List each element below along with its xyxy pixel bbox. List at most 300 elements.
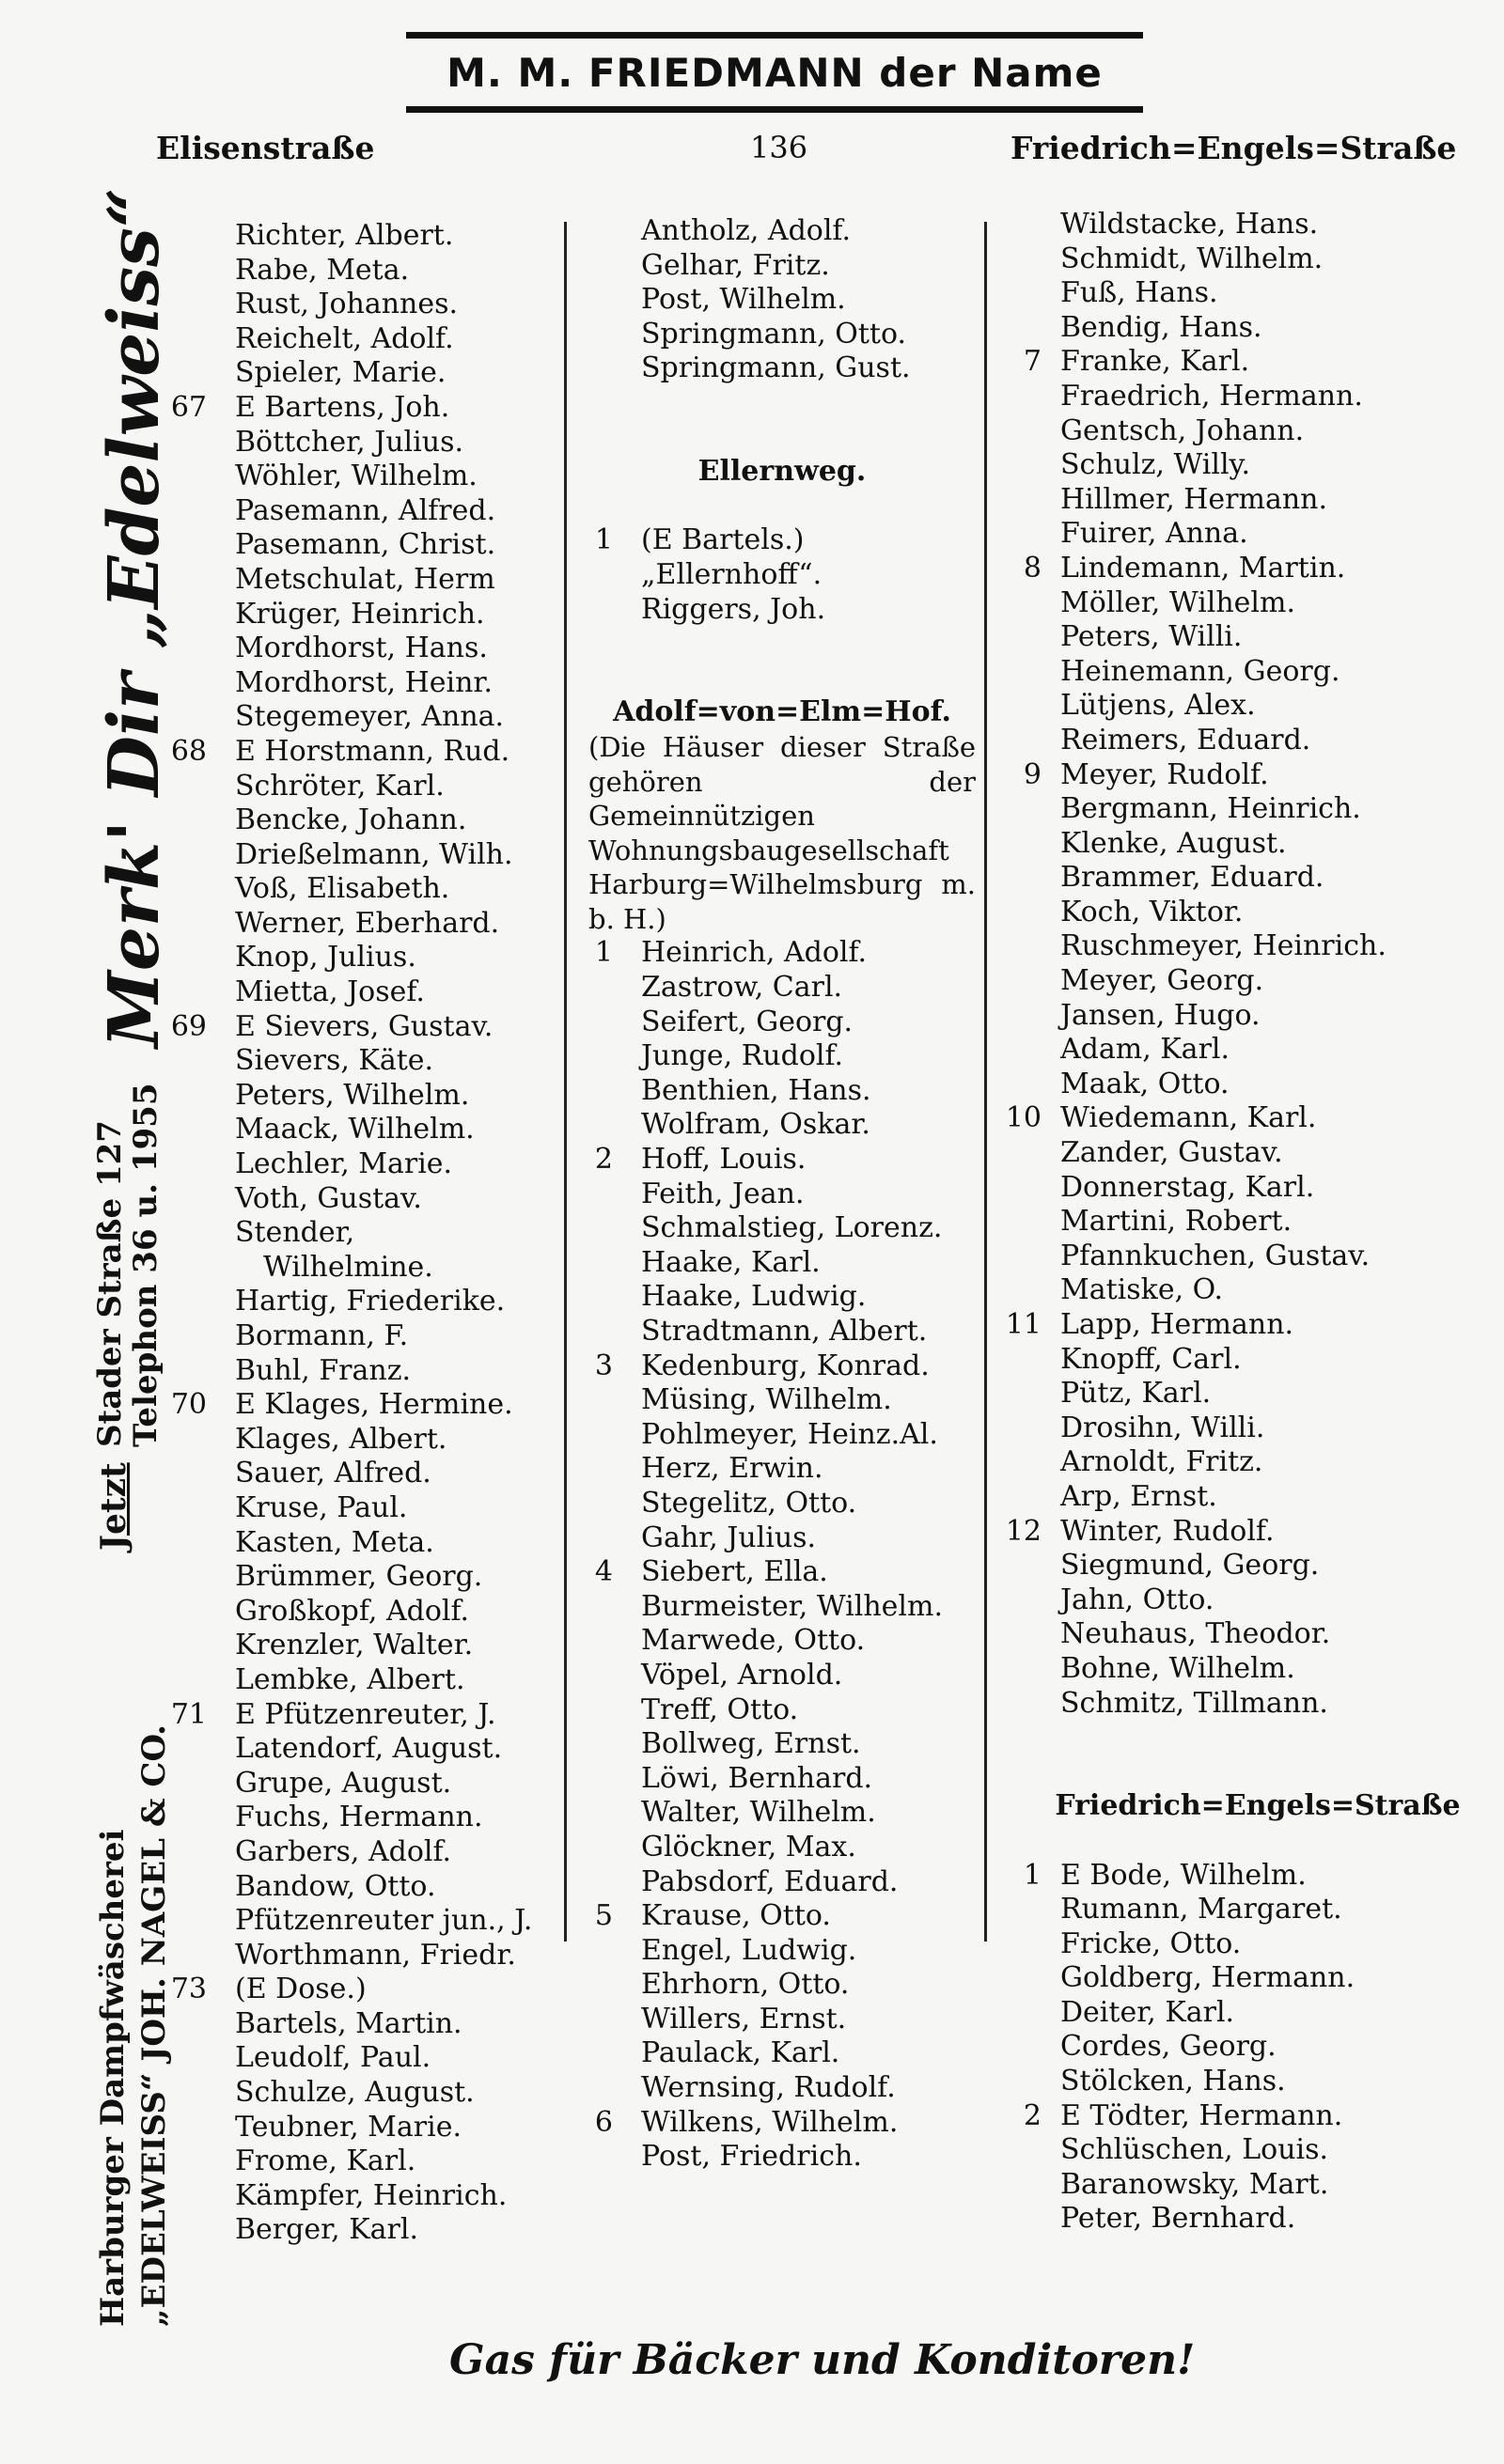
resident-entry	[160, 1010, 555, 1045]
resident-entry	[585, 1624, 979, 1659]
resident-entry	[1023, 1617, 1493, 1652]
resident-entry	[1023, 827, 1493, 862]
house-number: 11	[1005, 1308, 1042, 1341]
resident-entry	[585, 1006, 979, 1040]
resident-name: Maack, Wilhelm.	[235, 1113, 475, 1146]
resident-name: Teubner, Marie.	[235, 2110, 462, 2144]
house-number: 69	[170, 1009, 207, 1043]
resident-name: Berger, Karl.	[235, 2213, 418, 2247]
resident-name: „Ellernhoff“.	[641, 557, 822, 591]
resident-entry	[585, 1108, 979, 1143]
resident-entry	[160, 975, 555, 1010]
resident-name: Brammer, Eduard.	[1060, 861, 1324, 895]
resident-entry	[160, 1182, 555, 1217]
resident-name: Spieler, Marie.	[235, 356, 446, 390]
resident-entry	[585, 1315, 979, 1349]
resident-entry	[1023, 1480, 1493, 1515]
page-number: 136	[750, 130, 808, 165]
resident-entry	[160, 1491, 555, 1526]
resident-name: Wildstacke, Hans.	[1060, 208, 1319, 241]
side-ad-zetzt: Jetzt	[94, 1462, 133, 1551]
resident-entry	[160, 1560, 555, 1595]
resident-entry	[1023, 242, 1493, 277]
resident-entry	[160, 254, 555, 289]
resident-name: Gahr, Julius.	[641, 1521, 817, 1554]
resident-entry	[585, 2003, 979, 2037]
resident-entry	[585, 1143, 979, 1177]
resident-name: Siegmund, Georg.	[1060, 1549, 1320, 1583]
resident-entry	[1023, 896, 1493, 930]
spacer	[585, 421, 979, 456]
resident-name: Böttcher, Julius.	[235, 425, 464, 459]
resident-entry	[160, 322, 555, 357]
resident-name: E Pfützenreuter, J.	[235, 1697, 496, 1731]
resident-name: Buhl, Franz.	[235, 1353, 412, 1387]
resident-entry	[160, 872, 555, 907]
resident-entry	[160, 1423, 555, 1458]
resident-name: Mordhorst, Hans.	[235, 632, 488, 665]
resident-name: Pohlmeyer, Heinz.Al.	[641, 1417, 938, 1451]
resident-entry	[160, 528, 555, 563]
resident-entry	[160, 1870, 555, 1905]
resident-name: E Bartens, Joh.	[235, 390, 450, 424]
resident-entry	[1023, 448, 1493, 483]
resident-name: Grupe, August.	[235, 1766, 452, 1800]
resident-name: Wolfram, Oskar.	[641, 1108, 870, 1142]
resident-name: Lindemann, Martin.	[1060, 551, 1346, 585]
resident-entry	[585, 1246, 979, 1281]
resident-entry	[160, 1044, 555, 1079]
resident-entry	[160, 735, 555, 770]
running-head-right: Friedrich=Engels=Straße	[1010, 130, 1457, 166]
resident-entry	[1023, 1652, 1493, 1687]
resident-name: Stölcken, Hans.	[1060, 2065, 1286, 2098]
resident-entry	[1023, 2168, 1493, 2203]
spacer	[585, 627, 979, 662]
resident-entry	[1023, 311, 1493, 346]
resident-name: Hoff, Louis.	[641, 1143, 807, 1177]
resident-name: Arnoldt, Fritz.	[1060, 1445, 1263, 1479]
resident-entry	[160, 803, 555, 838]
resident-entry	[160, 1526, 555, 1561]
resident-entry	[160, 1732, 555, 1767]
resident-entry	[585, 1762, 979, 1797]
resident-entry	[585, 1418, 979, 1453]
resident-name: Wiedemann, Karl.	[1060, 1101, 1317, 1135]
resident-entry	[1023, 2202, 1493, 2237]
side-ad-motto: Merk' Dir „Edelweiss“	[94, 187, 175, 1048]
resident-name: Möller, Wilhelm.	[1060, 585, 1295, 619]
resident-entry	[585, 1487, 979, 1521]
side-ad-company-line1: Harburger Dampfwäscherei	[94, 1829, 132, 2327]
resident-entry	[585, 1280, 979, 1315]
resident-entry	[160, 288, 555, 322]
resident-name: Ehrhorn, Otto.	[641, 1968, 850, 2002]
resident-name: Richter, Albert.	[235, 219, 454, 252]
house-number: 8	[1023, 551, 1042, 585]
resident-entry	[1023, 1927, 1493, 1962]
resident-name: Klages, Albert.	[235, 1422, 447, 1456]
resident-entry	[585, 558, 979, 593]
resident-entry	[1023, 1687, 1493, 1722]
resident-entry	[160, 1835, 555, 1870]
resident-name: Zastrow, Carl.	[641, 971, 843, 1005]
resident-entry	[585, 1521, 979, 1556]
resident-name: Stegelitz, Otto.	[641, 1486, 857, 1520]
resident-entry	[1023, 1068, 1493, 1102]
resident-entry	[1023, 1411, 1493, 1446]
resident-entry	[585, 2071, 979, 2106]
resident-entry	[160, 838, 555, 873]
resident-name: Benthien, Hans.	[641, 1073, 871, 1107]
resident-entry	[160, 1595, 555, 1630]
resident-name: Kedenburg, Konrad.	[641, 1349, 930, 1382]
resident-entry	[585, 1831, 979, 1865]
resident-entry	[160, 1147, 555, 1182]
resident-entry	[1023, 2133, 1493, 2168]
column-2	[585, 214, 979, 2175]
resident-entry	[1023, 1859, 1493, 1894]
resident-name: Frome, Karl.	[235, 2144, 416, 2178]
resident-entry	[160, 1767, 555, 1801]
resident-entry	[160, 666, 555, 701]
resident-name: Paulack, Karl.	[641, 2036, 840, 2070]
resident-name: Fuß, Hans.	[1060, 276, 1218, 310]
resident-entry	[160, 2213, 555, 2248]
resident-entry	[1023, 1961, 1493, 1996]
resident-name: E Horstmann, Rud.	[235, 734, 510, 768]
resident-name: Cordes, Georg.	[1060, 2030, 1277, 2064]
spacer	[585, 490, 979, 524]
resident-name: Franke, Karl.	[1060, 345, 1250, 379]
resident-entry	[160, 2076, 555, 2111]
resident-name: Goldberg, Hermann.	[1060, 1961, 1355, 1995]
resident-entry	[1023, 1240, 1493, 1274]
resident-name: Winter, Rudolf.	[1060, 1514, 1275, 1548]
resident-entry	[160, 1079, 555, 1114]
resident-name: Voß, Elisabeth.	[235, 872, 450, 906]
resident-entry	[160, 941, 555, 975]
resident-name: Pasemann, Alfred.	[235, 493, 496, 527]
resident-entry	[585, 1555, 979, 1590]
resident-name: Deiter, Karl.	[1060, 1995, 1235, 2029]
resident-entry	[160, 1663, 555, 1698]
resident-name: Bandow, Otto.	[235, 1869, 436, 1903]
resident-name: Mordhorst, Heinr.	[235, 665, 493, 699]
resident-name: Martini, Robert.	[1060, 1205, 1292, 1239]
resident-name: Herz, Erwin.	[641, 1452, 823, 1486]
resident-entry	[1023, 586, 1493, 621]
resident-entry	[1023, 1583, 1493, 1618]
resident-entry	[160, 2111, 555, 2145]
resident-entry	[585, 318, 979, 352]
resident-name: Voth, Gustav.	[235, 1181, 422, 1215]
resident-name: Vöpel, Arnold.	[641, 1658, 843, 1692]
resident-name: Antholz, Adolf.	[641, 214, 851, 247]
resident-name: Wilhelmine.	[263, 1250, 433, 1284]
resident-entry	[160, 426, 555, 460]
resident-name: Schmalstieg, Lorenz.	[641, 1211, 943, 1245]
resident-entry	[1023, 552, 1493, 586]
resident-name: Krüger, Heinrich.	[235, 597, 485, 631]
house-number: 73	[170, 1973, 207, 2006]
resident-name: Reimers, Eduard.	[1060, 723, 1311, 756]
spacer	[1023, 1755, 1493, 1790]
resident-name: Pfützenreuter jun., J.	[235, 1904, 533, 1938]
resident-name: Lapp, Hermann.	[1060, 1308, 1294, 1341]
resident-name: Fuchs, Hermann.	[235, 1801, 483, 1834]
resident-name: Brümmer, Georg.	[235, 1560, 483, 1594]
house-number: 1	[1023, 1858, 1042, 1892]
column-1	[160, 219, 555, 2248]
resident-entry	[1023, 517, 1493, 552]
resident-name: Bendig, Hans.	[1060, 310, 1262, 344]
resident-name: Sievers, Käte.	[235, 1044, 434, 1078]
resident-entry	[160, 1457, 555, 1491]
column-divider	[564, 222, 567, 1942]
resident-entry	[160, 770, 555, 804]
resident-entry	[160, 219, 555, 254]
resident-name: Siebert, Ella.	[641, 1555, 828, 1589]
resident-entry	[1023, 724, 1493, 758]
resident-entry	[160, 598, 555, 632]
resident-entry	[160, 2041, 555, 2076]
resident-entry	[160, 2144, 555, 2179]
house-number: 6	[594, 2105, 613, 2139]
resident-name: Pabsdorf, Eduard.	[641, 1864, 899, 1898]
resident-entry	[160, 1629, 555, 1663]
resident-name: Matiske, O.	[1060, 1273, 1224, 1307]
resident-name: Pütz, Karl.	[1060, 1377, 1212, 1411]
resident-name: E Klages, Hermine.	[235, 1388, 513, 1422]
resident-entry	[1023, 655, 1493, 690]
resident-entry	[160, 391, 555, 426]
resident-name: Knopff, Carl.	[1060, 1342, 1242, 1376]
resident-name: Hartig, Friederike.	[235, 1285, 506, 1318]
resident-name: Lütjens, Alex.	[1060, 689, 1256, 723]
resident-name: Schröter, Karl.	[235, 769, 445, 803]
side-ad-address-line2: Telephon 36 u. 1955	[127, 1083, 164, 1447]
resident-entry	[160, 1939, 555, 1973]
street-heading: Friedrich=Engels=Straße	[1055, 1789, 1461, 1823]
house-number: 2	[1023, 2098, 1042, 2132]
resident-entry	[160, 907, 555, 942]
resident-name: Gentsch, Johann.	[1060, 413, 1305, 447]
resident-entry	[585, 1693, 979, 1728]
resident-entry	[160, 1388, 555, 1423]
resident-entry	[1023, 2065, 1493, 2099]
resident-name: Haake, Karl.	[641, 1245, 821, 1279]
resident-entry	[585, 351, 979, 386]
resident-entry	[585, 1383, 979, 1418]
house-number: 70	[170, 1388, 207, 1422]
resident-name: Baranowsky, Mart.	[1060, 2167, 1329, 2201]
resident-entry	[1023, 208, 1493, 242]
resident-name: Peters, Willi.	[1060, 620, 1243, 654]
resident-entry	[160, 632, 555, 666]
resident-name: Stradtmann, Albert.	[641, 1315, 928, 1348]
resident-name: Bollweg, Ernst.	[641, 1727, 861, 1761]
house-number: 1	[594, 936, 613, 970]
resident-name: Kasten, Meta.	[235, 1525, 434, 1559]
resident-entry	[1023, 414, 1493, 449]
resident-name: Arp, Ernst.	[1060, 1479, 1217, 1513]
resident-entry	[160, 2179, 555, 2214]
resident-name: Bartels, Martin.	[235, 2006, 462, 2040]
resident-name: Fricke, Otto.	[1060, 1926, 1242, 1960]
street-notice: (Die Häuser dieser Straße gehören der Gemeinnützigen Wohnungsbaugesellschaft Harburg=Wilhelmsburg m. b. H.)	[588, 730, 976, 935]
resident-entry	[1023, 380, 1493, 414]
resident-name: Treff, Otto.	[641, 1692, 799, 1726]
resident-entry	[1023, 483, 1493, 518]
resident-entry	[1023, 1893, 1493, 1927]
resident-entry	[1023, 1343, 1493, 1378]
resident-name: Worthmann, Friedr.	[235, 1938, 516, 1972]
resident-entry	[160, 1698, 555, 1733]
resident-name: Rust, Johannes.	[235, 288, 459, 321]
resident-name: Hillmer, Hermann.	[1060, 482, 1328, 516]
resident-name: (E Dose.)	[235, 1973, 367, 2006]
street-heading: Ellernweg.	[697, 455, 867, 489]
resident-entry	[160, 1904, 555, 1939]
resident-entry	[1023, 1033, 1493, 1068]
resident-name: Krenzler, Walter.	[235, 1629, 474, 1662]
resident-entry	[585, 1211, 979, 1246]
resident-entry	[1023, 1996, 1493, 2031]
spacer	[1023, 1721, 1493, 1755]
resident-name: Fuirer, Anna.	[1060, 517, 1248, 551]
resident-name: Reichelt, Adolf.	[235, 321, 454, 355]
resident-entry	[585, 2140, 979, 2175]
resident-name: Maak, Otto.	[1060, 1067, 1230, 1100]
resident-entry	[1023, 2030, 1493, 2065]
resident-name: Heinrich, Adolf.	[641, 936, 868, 970]
resident-entry	[585, 1968, 979, 2003]
resident-entry	[585, 1899, 979, 1934]
resident-name: E Sievers, Gustav.	[235, 1009, 494, 1043]
resident-name: Meyer, Georg.	[1060, 964, 1264, 998]
house-number: 10	[1005, 1101, 1042, 1135]
resident-entry	[160, 1319, 555, 1354]
resident-entry	[1023, 964, 1493, 999]
resident-entry	[585, 1039, 979, 1074]
house-number: 1	[594, 523, 613, 557]
resident-name: Springmann, Gust.	[641, 351, 911, 385]
resident-name: Schulz, Willy.	[1060, 448, 1251, 482]
resident-entry	[585, 1177, 979, 1212]
house-number: 67	[170, 390, 207, 424]
resident-name: Mietta, Josef.	[235, 975, 425, 1009]
house-number: 5	[594, 1899, 613, 1933]
footer-slogan: Gas für Bäcker und Konditoren!	[449, 2336, 1196, 2384]
resident-name: Walter, Wilhelm.	[641, 1796, 876, 1830]
resident-name: Sauer, Alfred.	[235, 1457, 431, 1490]
resident-entry	[585, 2036, 979, 2071]
resident-entry	[1005, 1514, 1493, 1550]
resident-entry	[1005, 1101, 1493, 1136]
resident-entry	[1023, 1205, 1493, 1240]
resident-name: Garbers, Adolf.	[235, 1834, 452, 1868]
resident-name: Müsing, Wilhelm.	[641, 1383, 892, 1417]
resident-name: Glöckner, Max.	[641, 1830, 856, 1864]
resident-entry	[1023, 689, 1493, 724]
resident-name: Krause, Otto.	[641, 1899, 831, 1933]
resident-entry	[585, 1796, 979, 1831]
street-heading: Adolf=von=Elm=Hof.	[613, 695, 951, 729]
resident-name: Jansen, Hugo.	[1060, 998, 1261, 1032]
resident-name: Koch, Viktor.	[1060, 895, 1244, 928]
resident-entry	[160, 700, 555, 735]
resident-entry	[1023, 758, 1493, 793]
resident-entry	[160, 1285, 555, 1319]
resident-name: Riggers, Joh.	[641, 592, 826, 626]
resident-name: Werner, Eberhard.	[235, 906, 500, 940]
resident-entry	[1005, 1308, 1493, 1343]
house-number: 9	[1023, 757, 1042, 791]
house-number: 12	[1005, 1514, 1042, 1548]
resident-entry	[160, 2007, 555, 2042]
resident-entry	[160, 460, 555, 494]
house-number: 71	[170, 1697, 207, 1731]
resident-entry	[585, 593, 979, 628]
resident-name: Metschulat, Herm	[235, 562, 495, 596]
resident-entry	[1023, 1377, 1493, 1411]
resident-entry	[1023, 345, 1493, 380]
spacer	[1023, 1824, 1493, 1859]
resident-name: Junge, Rudolf.	[641, 1039, 844, 1073]
resident-entry	[585, 283, 979, 318]
resident-entry	[160, 1251, 555, 1286]
resident-name: Bohne, Wilhelm.	[1060, 1651, 1295, 1685]
running-head-left: Elisenstraße	[156, 130, 375, 166]
resident-name: Donnerstag, Karl.	[1060, 1170, 1315, 1204]
resident-entry	[1023, 792, 1493, 827]
resident-name: Schmidt, Wilhelm.	[1060, 242, 1324, 275]
resident-entry	[1023, 861, 1493, 896]
resident-entry	[1023, 620, 1493, 655]
side-ad-company-line2: „EDELWEISS“ JOH. NAGEL & CO.	[135, 1724, 173, 2327]
resident-entry	[585, 1349, 979, 1384]
resident-entry	[160, 494, 555, 529]
resident-entry	[160, 1354, 555, 1389]
resident-entry	[160, 1113, 555, 1147]
resident-entry	[160, 1973, 555, 2007]
resident-name: Knop, Julius.	[235, 941, 416, 975]
resident-name: Kruse, Paul.	[235, 1490, 408, 1524]
resident-name: Seifert, Georg.	[641, 1005, 854, 1038]
resident-name: Ruschmeyer, Heinrich.	[1060, 929, 1386, 963]
resident-name: Rabe, Meta.	[235, 253, 410, 287]
side-ad-address-line1: Stader Straße 127	[91, 1120, 129, 1447]
resident-name: Großkopf, Adolf.	[235, 1594, 470, 1628]
resident-name: Adam, Karl.	[1060, 1033, 1230, 1067]
resident-entry	[160, 563, 555, 598]
resident-entry	[1023, 999, 1493, 1034]
resident-name: Fraedrich, Hermann.	[1060, 379, 1363, 413]
resident-name: Peter, Bernhard.	[1060, 2202, 1296, 2236]
resident-name: Wilkens, Wilhelm.	[641, 2105, 899, 2139]
resident-name: Klenke, August.	[1060, 826, 1287, 860]
resident-entry	[585, 1074, 979, 1109]
resident-name: Schlüschen, Louis.	[1060, 2133, 1329, 2167]
resident-entry	[585, 1452, 979, 1487]
resident-entry	[585, 523, 979, 558]
resident-entry	[585, 249, 979, 284]
resident-entry	[585, 1727, 979, 1762]
resident-name: Drießelmann, Wilh.	[235, 837, 513, 871]
resident-name: Peters, Wilhelm.	[235, 1078, 470, 1112]
house-number: 68	[170, 734, 207, 768]
